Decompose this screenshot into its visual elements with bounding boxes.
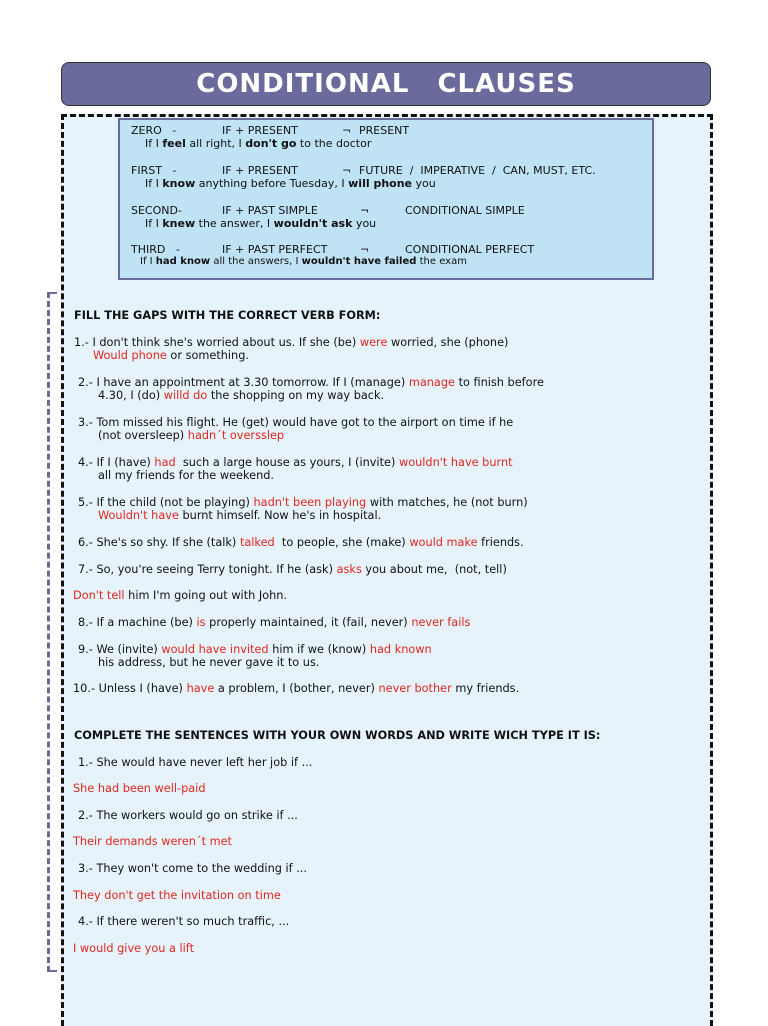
answer-text: Don't tell xyxy=(73,589,125,602)
example-verb: wouldn't have failed xyxy=(301,256,417,267)
sentence-line xyxy=(73,889,281,903)
example-text: all right, I xyxy=(185,137,246,150)
answer-text: They don't get the invitation on time xyxy=(73,889,281,902)
example-verb: knew xyxy=(162,217,196,230)
example-text: the answer, I xyxy=(195,217,274,230)
example-verb: will phone xyxy=(348,177,412,190)
rule-result: FUTURE / IMPERATIVE / CAN, MUST, ETC. xyxy=(359,164,596,177)
exercise-line xyxy=(78,643,432,657)
rules-summary-box xyxy=(118,118,654,280)
answer-text: were xyxy=(359,336,388,349)
answer-text: never fails xyxy=(411,616,471,629)
rule-result: CONDITIONAL PERFECT xyxy=(405,243,535,256)
answer-text: wouldn't have burnt xyxy=(398,456,513,469)
exercise-line xyxy=(73,682,519,696)
answer-text: had known xyxy=(369,643,432,656)
prompt-text: 9.- We (invite) xyxy=(78,643,162,656)
sentence-line xyxy=(78,756,312,770)
prompt-text: the shopping on my way back. xyxy=(207,389,385,402)
prompt-text: 3.- Tom missed his flight. He (get) would have got to the airport on time if he xyxy=(78,416,514,429)
answer-text: had xyxy=(154,456,176,469)
prompt-text: burnt himself. Now he's in hospital. xyxy=(178,509,382,522)
prompt-text: a problem, I (bother, never) xyxy=(214,682,379,695)
sentence-line xyxy=(73,942,194,956)
prompt-text: 4.- If there weren't so much traffic, ... xyxy=(78,915,290,928)
rule-arrow: ¬ xyxy=(360,204,370,217)
prompt-text: 10.- Unless I (have) xyxy=(73,682,187,695)
example-text: anything before Tuesday, I xyxy=(195,177,349,190)
rule-type: FIRST - xyxy=(131,164,177,177)
example-verb: know xyxy=(162,177,196,190)
exercise-line xyxy=(78,456,513,470)
example-text: you xyxy=(412,177,436,190)
rule-example xyxy=(145,177,436,190)
exercise-line xyxy=(78,496,528,510)
prompt-text: (not oversleep) xyxy=(98,429,188,442)
exercise-line xyxy=(78,416,513,430)
prompt-text: or something. xyxy=(166,349,249,362)
answer-text: is xyxy=(196,616,206,629)
page-title: CONDITIONAL CLAUSES xyxy=(196,69,576,99)
answer-text: never bother xyxy=(378,682,452,695)
prompt-text: to finish before xyxy=(454,376,544,389)
example-verb: don't go xyxy=(245,137,297,150)
rule-arrow: ¬ xyxy=(360,243,370,256)
exercise-line xyxy=(98,656,319,670)
prompt-text: 4.30, I (do) xyxy=(98,389,164,402)
answer-text: asks xyxy=(336,563,362,576)
example-verb: wouldn't ask xyxy=(273,217,353,230)
sentence-line xyxy=(78,915,289,929)
prompt-text: my friends. xyxy=(451,682,520,695)
answer-text: I would give you a lift xyxy=(73,942,195,955)
prompt-text: 3.- They won't come to the wedding if ... xyxy=(78,862,307,875)
exercise-line xyxy=(93,349,249,363)
rule-formula: IF + PAST PERFECT xyxy=(222,243,328,256)
sentence-line xyxy=(78,809,298,823)
answer-text: manage xyxy=(408,376,455,389)
answer-text: talked xyxy=(239,536,275,549)
exercise-line xyxy=(98,429,284,443)
prompt-text: such a large house as yours, I (invite) xyxy=(175,456,399,469)
exercise-line xyxy=(78,563,507,577)
example-text: you xyxy=(352,217,377,230)
example-verb: had know xyxy=(155,256,211,267)
prompt-text: 7.- So, you're seeing Terry tonight. If he (ask) xyxy=(78,563,337,576)
example-text: If I xyxy=(145,177,163,190)
answer-text: would have invited xyxy=(161,643,269,656)
rule-result: PRESENT xyxy=(359,124,410,137)
exercise-line xyxy=(98,469,274,483)
example-text: the exam xyxy=(416,256,467,267)
answer-text: Their demands weren´t met xyxy=(73,835,232,848)
answer-text: have xyxy=(186,682,215,695)
prompt-text: 8.- If a machine (be) xyxy=(78,616,197,629)
exercise-line xyxy=(78,376,544,390)
answer-text: She had been well-paid xyxy=(73,782,206,795)
prompt-text: him if we (know) xyxy=(268,643,370,656)
example-text: to the doctor xyxy=(296,137,372,150)
example-text: If I xyxy=(145,217,163,230)
answer-text: hadn't been playing xyxy=(253,496,367,509)
rule-formula: IF + PAST SIMPLE xyxy=(222,204,318,217)
section-heading-fill-gaps: FILL THE GAPS WITH THE CORRECT VERB FORM: xyxy=(74,309,381,322)
rule-result: CONDITIONAL SIMPLE xyxy=(405,204,525,217)
example-text: all the answers, I xyxy=(210,256,302,267)
exercise-line xyxy=(73,589,287,603)
answer-text: hadn´t oversslep xyxy=(187,429,285,442)
rule-type: SECOND- xyxy=(131,204,182,217)
example-text: If I xyxy=(140,256,156,267)
answer-text: Would phone xyxy=(93,349,167,362)
exercise-line xyxy=(78,616,470,630)
prompt-text: 4.- If I (have) xyxy=(78,456,155,469)
prompt-text: 6.- She's so shy. If she (talk) xyxy=(78,536,240,549)
answer-text: willd do xyxy=(163,389,208,402)
rule-type: THIRD - xyxy=(131,243,180,256)
rule-arrow: ¬ xyxy=(342,164,352,177)
exercise-line xyxy=(78,536,524,550)
prompt-text: with matches, he (not burn) xyxy=(366,496,528,509)
prompt-text: all my friends for the weekend. xyxy=(98,469,274,482)
sentence-line xyxy=(78,862,307,876)
prompt-text: his address, but he never gave it to us. xyxy=(98,656,320,669)
example-text: If I xyxy=(145,137,163,150)
exercise-line xyxy=(98,509,381,523)
prompt-text: 1.- She would have never left her job if ... xyxy=(78,756,313,769)
example-verb: feel xyxy=(162,137,186,150)
prompt-text: properly maintained, it (fail, never) xyxy=(205,616,412,629)
prompt-text: you about me, (not, tell) xyxy=(361,563,507,576)
rule-type: ZERO - xyxy=(131,124,177,137)
section-heading-complete-sentences: COMPLETE THE SENTENCES WITH YOUR OWN WORDS AND WRITE WICH TYPE IT IS: xyxy=(74,729,601,742)
prompt-text: worried, she (phone) xyxy=(387,336,509,349)
prompt-text: 5.- If the child (not be playing) xyxy=(78,496,254,509)
prompt-text: 2.- I have an appointment at 3.30 tomorrow. If I (manage) xyxy=(78,376,409,389)
exercise-line xyxy=(74,336,508,350)
sentence-line xyxy=(73,835,232,849)
rule-example xyxy=(145,217,376,230)
rule-example xyxy=(140,256,467,267)
side-bracket-decoration xyxy=(47,292,57,972)
exercise-line xyxy=(98,389,384,403)
rule-arrow: ¬ xyxy=(342,124,352,137)
prompt-text: him I'm going out with John. xyxy=(124,589,288,602)
prompt-text: 2.- The workers would go on strike if ... xyxy=(78,809,298,822)
rule-formula: IF + PRESENT xyxy=(222,124,298,137)
prompt-text: 1.- I don't think she's worried about us. If she (be) xyxy=(74,336,360,349)
answer-text: would make xyxy=(409,536,478,549)
sentence-line xyxy=(73,782,206,796)
prompt-text: to people, she (make) xyxy=(274,536,410,549)
rule-formula: IF + PRESENT xyxy=(222,164,298,177)
answer-text: Wouldn't have xyxy=(98,509,179,522)
title-banner xyxy=(61,62,711,106)
prompt-text: friends. xyxy=(477,536,524,549)
rule-example xyxy=(145,137,371,150)
